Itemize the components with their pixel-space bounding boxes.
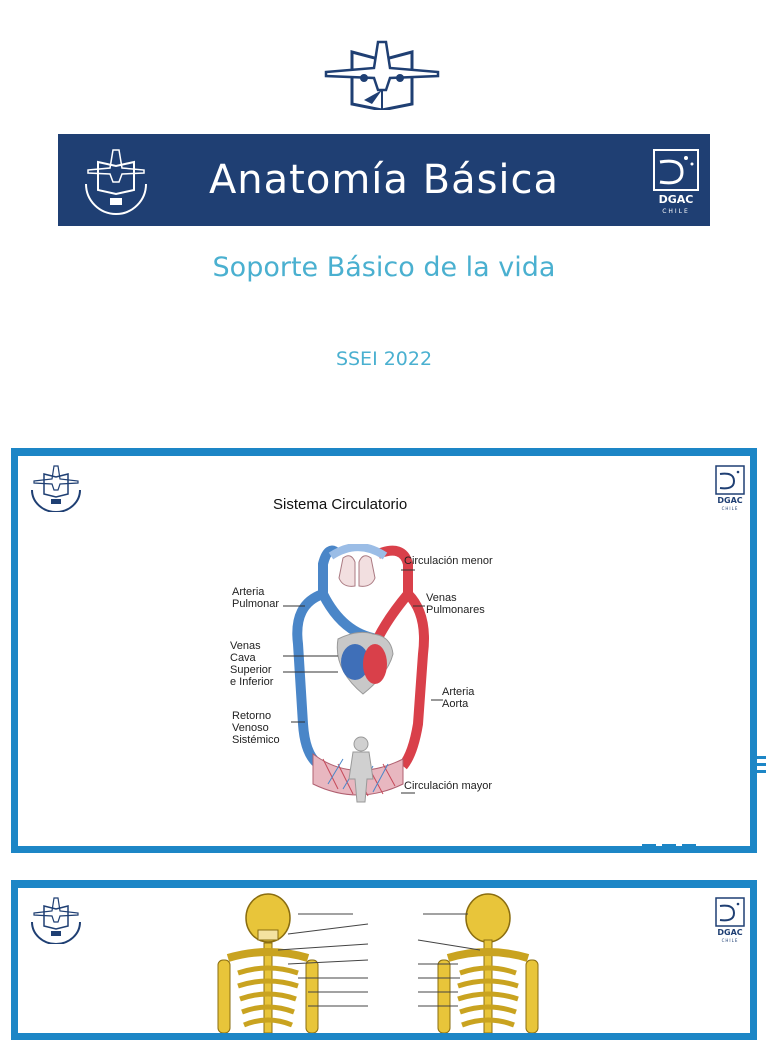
decor-dash	[682, 844, 696, 852]
date-label: SSEI 2022	[335, 348, 433, 370]
label-retorno-venoso: Retorno Venoso Sistémico	[232, 710, 280, 746]
label-arteria-aorta: Arteria Aorta	[442, 686, 475, 710]
title-banner	[58, 134, 710, 226]
label-venas-cava: Venas Cava Superior e Inferior	[230, 640, 274, 688]
decor-dash	[662, 844, 676, 852]
slide-skeleton	[11, 880, 757, 1040]
label-circulacion-mayor: Circulación mayor	[404, 780, 493, 792]
skeleton-diagram	[168, 888, 592, 1033]
slide-title: Sistema Circulatorio	[273, 496, 408, 513]
school-emblem-icon	[324, 38, 440, 110]
dgac-logo-icon	[652, 148, 700, 216]
decor-dash	[642, 844, 656, 852]
dgac-logo-icon	[714, 464, 746, 512]
slide-circulatory-system	[11, 448, 757, 853]
page-title: Anatomía Básica	[208, 157, 560, 203]
school-seal-icon	[26, 894, 86, 944]
dgac-label: DGAC	[717, 496, 743, 505]
school-seal-icon	[26, 462, 86, 512]
label-arteria-pulmonar: Arteria Pulmonar	[232, 586, 280, 610]
dgac-logo-icon	[714, 896, 746, 944]
page-subtitle: Soporte Básico de la vida	[212, 252, 556, 283]
decor-dash	[756, 756, 766, 759]
dgac-label: DGAC	[658, 193, 694, 206]
label-circulacion-menor: Circulación menor	[404, 555, 493, 567]
label-venas-pulmonares: Venas Pulmonares	[426, 592, 485, 616]
dgac-sublabel: CHILE	[721, 938, 739, 943]
dgac-sublabel: CHILE	[721, 506, 739, 511]
decor-dash	[756, 770, 766, 773]
dgac-label: DGAC	[717, 928, 743, 937]
circulation-diagram	[283, 544, 483, 806]
dgac-sublabel: CHILE	[662, 208, 690, 215]
decor-dash	[756, 763, 766, 766]
